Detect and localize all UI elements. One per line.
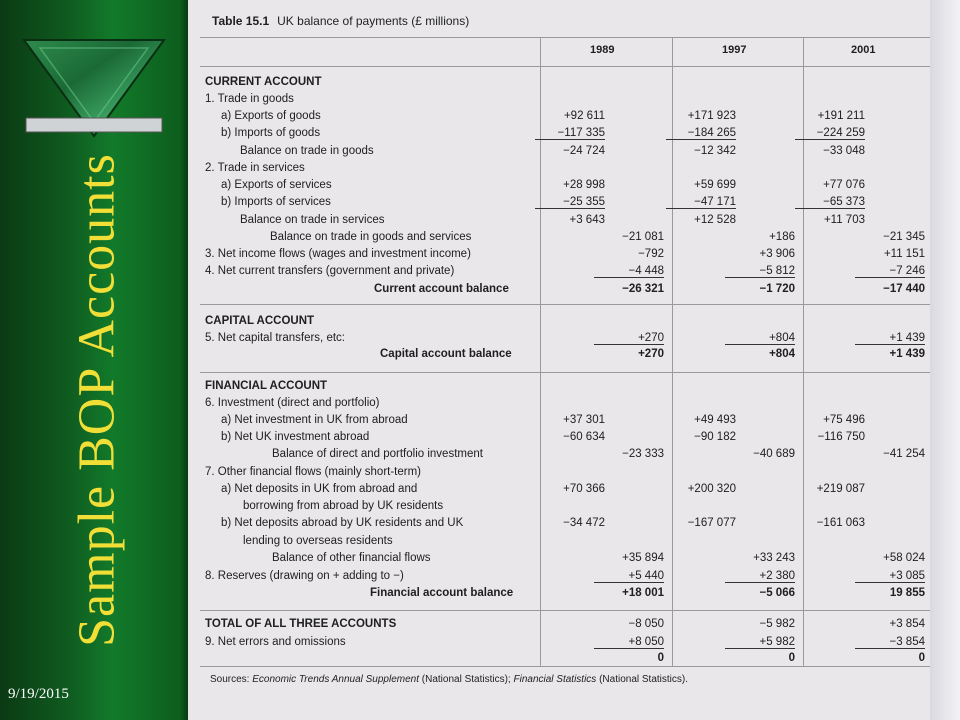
rule-total	[200, 610, 930, 611]
cell-1989-balance-direct: −23 333	[622, 448, 664, 460]
row-label-total-all-accounts: TOTAL OF ALL THREE ACCOUNTS	[205, 618, 397, 630]
row-label-net-current-transfers: 4. Net current transfers (government and private)	[205, 265, 455, 277]
cell-1989-zero: 0	[657, 652, 664, 664]
row-label-net-errors: 9. Net errors and omissions	[205, 636, 346, 648]
cell-1989-capital-balance: +270	[638, 348, 664, 360]
year-header-1997: 1997	[722, 44, 747, 56]
cell-1989-capital-transfers: +270	[594, 332, 664, 345]
scanned-table-photo	[188, 0, 933, 720]
table-sources: Sources: Economic Trends Annual Supplement (National Statistics); Financial Statistics (National Statistics).	[210, 674, 689, 685]
cell-1997-total: −5 982	[759, 618, 795, 630]
cell-1997-errors: +5 982	[725, 636, 795, 649]
table-number: Table 15.1	[212, 14, 270, 28]
sidebar-shadow	[180, 0, 188, 720]
cell-1989-invest-abroad: −60 634	[563, 431, 605, 443]
cell-1989-invest-in-uk: +37 301	[563, 414, 605, 426]
cell-1997-invest-in-uk: +49 493	[694, 414, 736, 426]
row-label-current-account: CURRENT ACCOUNT	[205, 76, 322, 88]
cell-1989-reserves: +5 440	[594, 570, 664, 583]
cell-1989-exports-services: +28 998	[563, 179, 605, 191]
row-label-net-uk-investment-abroad: b) Net UK investment abroad	[221, 431, 370, 443]
row-label-borrowing-from-abroad: borrowing from abroad by UK residents	[243, 500, 444, 512]
cell-2001-financial-balance: 19 855	[889, 587, 925, 599]
cell-1989-imports-services: −25 355	[535, 196, 605, 209]
cell-2001-exports-services: +77 076	[823, 179, 865, 191]
cell-2001-current-balance: −17 440	[883, 283, 925, 295]
cell-1989-deposits-in-uk: +70 366	[563, 483, 605, 495]
row-label-exports-of-goods: a) Exports of goods	[221, 110, 321, 122]
row-label-net-capital-transfers: 5. Net capital transfers, etc:	[205, 332, 345, 344]
cell-2001-imports-goods: −224 259	[795, 127, 865, 140]
cell-1997-current-balance: −1 720	[759, 283, 795, 295]
row-label-balance-goods-services: Balance on trade in goods and services	[270, 231, 472, 243]
row-label-imports-of-services: b) Imports of services	[221, 196, 331, 208]
cell-2001-reserves: +3 085	[855, 570, 925, 583]
cell-1989-deposits-abroad: −34 472	[563, 517, 605, 529]
cell-1997-balance-services: +12 528	[694, 214, 736, 226]
photo-edge	[930, 0, 960, 720]
row-label-balance-goods: Balance on trade in goods	[240, 145, 374, 157]
row-label-trade-in-goods: 1. Trade in goods	[205, 93, 294, 105]
row-label-imports-of-goods: b) Imports of goods	[221, 127, 321, 139]
cell-1997-financial-balance: −5 066	[759, 587, 795, 599]
row-label-financial-account-balance: Financial account balance	[370, 587, 514, 599]
cell-1997-reserves: +2 380	[725, 570, 795, 583]
row-label-exports-of-services: a) Exports of services	[221, 179, 332, 191]
cell-1997-capital-balance: +804	[769, 348, 795, 360]
cell-2001-deposits-in-uk: +219 087	[816, 483, 865, 495]
cell-1989-net-income: −792	[638, 248, 664, 260]
cell-1989-financial-balance: +18 001	[622, 587, 664, 599]
cell-1997-exports-services: +59 699	[694, 179, 736, 191]
row-label-net-investment-in-uk: a) Net investment in UK from abroad	[221, 414, 408, 426]
cell-2001-capital-transfers: +1 439	[855, 332, 925, 345]
cell-1989-balance-goods-services: −21 081	[622, 231, 664, 243]
cell-1989-balance-goods: −24 724	[563, 145, 605, 157]
cell-2001-balance-direct: −41 254	[883, 448, 925, 460]
cell-1989-current-balance: −26 321	[622, 283, 664, 295]
cell-1989-balance-services: +3 643	[569, 214, 605, 226]
table-caption: UK balance of payments (£ millions)	[277, 14, 470, 28]
row-label-net-income-flows: 3. Net income flows (wages and investment income)	[205, 248, 471, 260]
rule-header	[200, 66, 930, 67]
cell-2001-deposits-abroad: −161 063	[816, 517, 865, 529]
cell-1997-deposits-abroad: −167 077	[687, 517, 736, 529]
cell-1997-zero: 0	[788, 652, 795, 664]
cell-1997-imports-goods: −184 265	[666, 127, 736, 140]
cell-1997-capital-transfers: +804	[725, 332, 795, 345]
rule-sources	[200, 666, 930, 667]
row-label-lending-overseas: lending to overseas residents	[243, 535, 393, 547]
cell-2001-capital-balance: +1 439	[889, 348, 925, 360]
row-label-other-financial-flows: 7. Other financial flows (mainly short-term)	[205, 466, 422, 478]
cell-1997-balance-direct: −40 689	[753, 448, 795, 460]
row-label-balance-direct-portfolio: Balance of direct and portfolio investment	[272, 448, 483, 460]
cell-1989-balance-other: +35 894	[622, 552, 664, 564]
cell-1997-imports-services: −47 171	[666, 196, 736, 209]
row-label-financial-account: FINANCIAL ACCOUNT	[205, 380, 328, 392]
cell-2001-balance-goods: −33 048	[823, 145, 865, 157]
rule-financial	[200, 372, 930, 373]
row-label-capital-account: CAPITAL ACCOUNT	[205, 315, 315, 327]
cell-1997-invest-abroad: −90 182	[694, 431, 736, 443]
cell-1997-net-transfers: −5 812	[725, 265, 795, 278]
cell-2001-balance-other: +58 024	[883, 552, 925, 564]
cell-1997-balance-goods-services: +186	[769, 231, 795, 243]
cell-1989-errors: +8 050	[594, 636, 664, 649]
cell-1989-net-transfers: −4 448	[594, 265, 664, 278]
cell-1997-net-income: +3 906	[759, 248, 795, 260]
cell-1989-exports-goods: +92 611	[563, 110, 605, 122]
row-label-investment: 6. Investment (direct and portfolio)	[205, 397, 380, 409]
row-label-current-account-balance: Current account balance	[374, 283, 509, 295]
cell-1997-deposits-in-uk: +200 320	[687, 483, 736, 495]
row-label-balance-other-flows: Balance of other financial flows	[272, 552, 431, 564]
cell-2001-balance-goods-services: −21 345	[883, 231, 925, 243]
cell-2001-exports-goods: +191 211	[817, 110, 865, 122]
year-header-1989: 1989	[590, 44, 615, 56]
cell-1989-total: −8 050	[628, 618, 664, 630]
row-label-net-deposits-in-uk: a) Net deposits in UK from abroad and	[221, 483, 418, 495]
cell-2001-invest-abroad: −116 750	[817, 431, 865, 443]
row-label-balance-services: Balance on trade in services	[240, 214, 385, 226]
table-title	[212, 14, 469, 28]
row-label-capital-account-balance: Capital account balance	[380, 348, 512, 360]
cell-2001-errors: −3 854	[855, 636, 925, 649]
cell-1997-balance-goods: −12 342	[694, 145, 736, 157]
marble-triangle-logo	[22, 38, 166, 138]
row-label-reserves: 8. Reserves (drawing on + adding to −)	[205, 570, 404, 582]
row-label-trade-in-services: 2. Trade in services	[205, 162, 305, 174]
cell-2001-balance-services: +11 703	[823, 214, 865, 226]
cell-2001-net-income: +11 151	[883, 248, 925, 260]
cell-2001-net-transfers: −7 246	[855, 265, 925, 278]
cell-2001-invest-in-uk: +75 496	[823, 414, 865, 426]
cell-2001-imports-services: −65 373	[795, 196, 865, 209]
cell-1997-balance-other: +33 243	[753, 552, 795, 564]
cell-1989-imports-goods: −117 335	[535, 127, 605, 140]
rule-capital	[200, 304, 930, 305]
row-label-net-deposits-abroad: b) Net deposits abroad by UK residents and UK	[221, 517, 464, 529]
slide-date: 9/19/2015	[8, 686, 69, 702]
cell-2001-zero: 0	[918, 652, 925, 664]
cell-2001-total: +3 854	[889, 618, 925, 630]
year-header-2001: 2001	[851, 44, 876, 56]
rule-top	[200, 37, 930, 38]
cell-1997-exports-goods: +171 923	[687, 110, 736, 122]
